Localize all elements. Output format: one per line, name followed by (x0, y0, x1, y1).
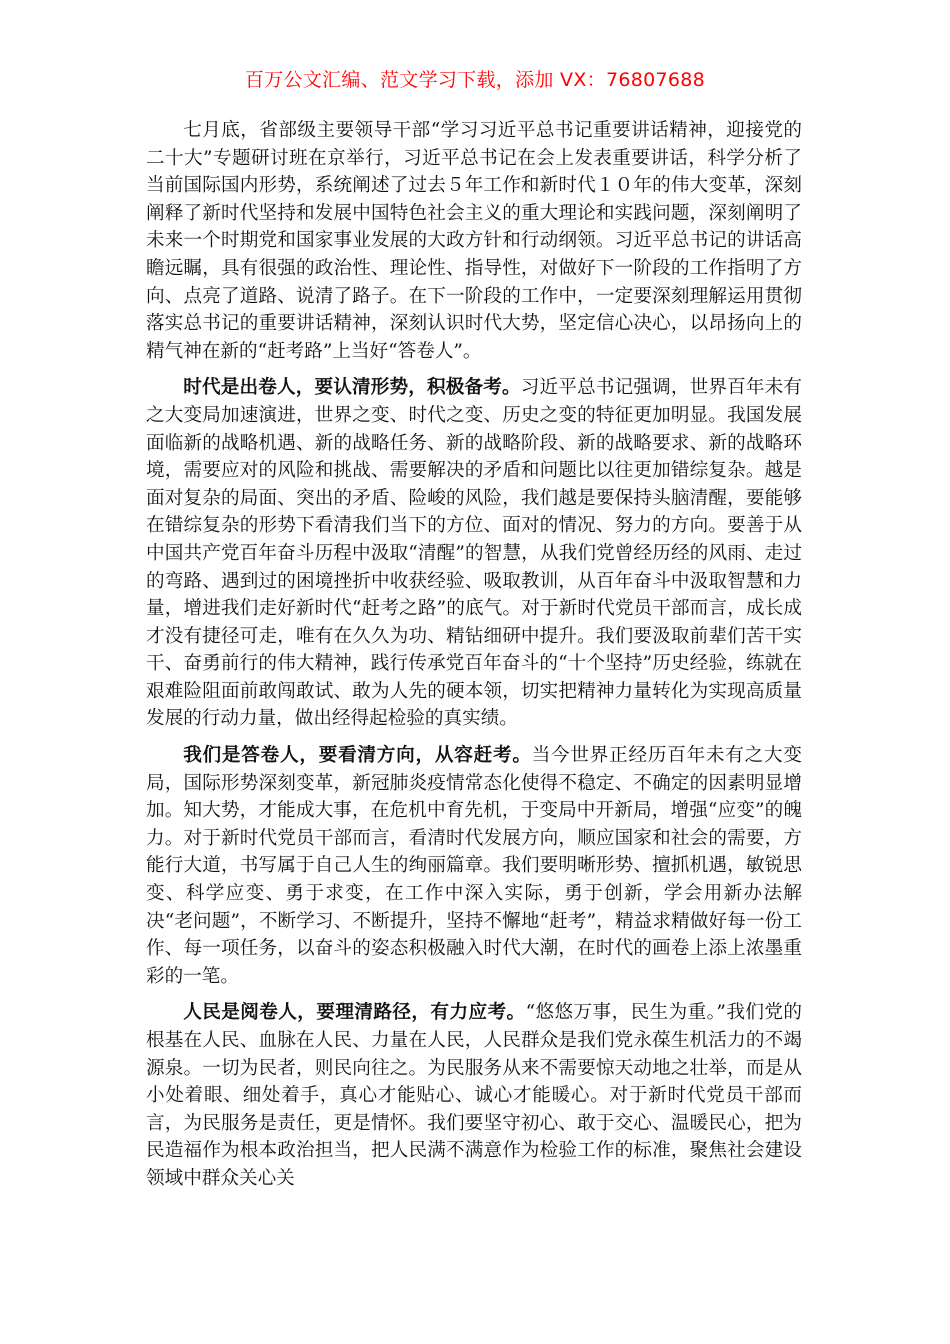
watermark-header: 百万公文汇编、范文学习下载，添加 VX：76807688 (244, 69, 706, 91)
paragraph-intro (146, 117, 802, 365)
paragraph-section-1 (146, 374, 802, 733)
paragraph-lead: 人民是阅卷人，要理清路径，有力应考。 (183, 1002, 526, 1024)
paragraph-text: “悠悠万事，民生为重。”我们党的根基在人民、血脉在人民、力量在人民，人民群众是我们党永葆生机活力的不竭源泉。一切为民者，则民向往之。为民服务从来不需要惊天动地之壮举，而是从小处着眼、细处着手，真心才能贴心、诚心才能暖心。对于新时代党员干部而言，为民服务是责任，更是情怀。我们要坚守初心、敢于交心、温暖民心，把为民造福作为根本政治担当，把人民满不满意作为检验工作的标准，聚焦社会建设领域中群众关心关 (146, 1002, 802, 1189)
paragraph-text: 习近平总书记强调，世界百年未有之大变局加速演进，世界之变、时代之变、历史之变的特征更加明显。我国发展面临新的战略机遇、新的战略任务、新的战略阶段、新的战略要求、新的战略环境，需要应对的风险和挑战、需要解决的矛盾和问题比以往更加错综复杂。越是面对复杂的局面、突出的矛盾、险峻的风险，我们越是要保持头脑清醒，要能够在错综复杂的形势下看清我们当下的方位、面对的情况、努力的方向。要善于从中国共产党百年奋斗历程中汲取“清醒”的智慧，从我们党曾经历经的风雨、走过的弯路、遇到过的困境挫折中收获经验、吸取教训，从百年奋斗中汲取智慧和力量，增进我们走好新时代“赶考之路”的底气。对于新时代党员干部而言，成长成才没有捷径可走，唯有在久久为功、精钻细研中提升。我们要汲取前辈们苦干实干、奋勇前行的伟大精神，践行传承党百年奋斗的“十个坚持”历史经验，练就在艰难险阻面前敢闯敢试、敢为人先的硬本领，切实把精神力量转化为实现高质量发展的行动力量，做出经得起检验的真实绩。 (146, 377, 802, 730)
paragraph-lead: 我们是答卷人，要看清方向，从容赶考。 (183, 745, 532, 767)
paragraph-section-2 (146, 742, 802, 990)
paragraph-lead: 时代是出卷人，要认清形势，积极备考。 (183, 377, 521, 399)
paragraph-text: 当今世界正经历百年未有之大变局，国际形势深刻变革，新冠肺炎疫情常态化使得不稳定、不确定的因素明显增加。知大势，才能成大事，在危机中育先机，于变局中开新局，增强“应变”的魄力。对于新时代党员干部而言，看清时代发展方向，顺应国家和社会的需要，方能行大道，书写属于自己人生的绚丽篇章。我们要明晰形势、擅抓机遇，敏锐思变、科学应变、勇于求变，在工作中深入实际，勇于创新，学会用新办法解决“老问题”，不断学习、不断提升，坚持不懈地“赶考”，精益求精做好每一份工作、每一项任务，以奋斗的姿态积极融入时代大潮，在时代的画卷上添上浓墨重彩的一笔。 (146, 745, 802, 987)
paragraph-text: 七月底，省部级主要领导干部“学习习近平总书记重要讲话精神，迎接党的二十大”专题研讨班在京举行，习近平总书记在会上发表重要讲话，科学分析了当前国际国内形势，系统阐述了过去５年工作和新时代１０年的伟大变革，深刻阐释了新时代坚持和发展中国特色社会主义的重大理论和实践问题，深刻阐明了未来一个时期党和国家事业发展的大政方针和行动纲领。习近平总书记的讲话高瞻远瞩，具有很强的政治性、理论性、指导性，对做好下一阶段的工作指明了方向、点亮了道路、说清了路子。在下一阶段的工作中，一定要深刻理解运用贯彻落实总书记的重要讲话精神，深刻认识时代大势，坚定信心决心，以昂扬向上的精气神在新的“赶考路”上当好“答卷人”。 (146, 120, 802, 362)
article-body (146, 117, 802, 1202)
paragraph-section-3 (146, 999, 802, 1192)
